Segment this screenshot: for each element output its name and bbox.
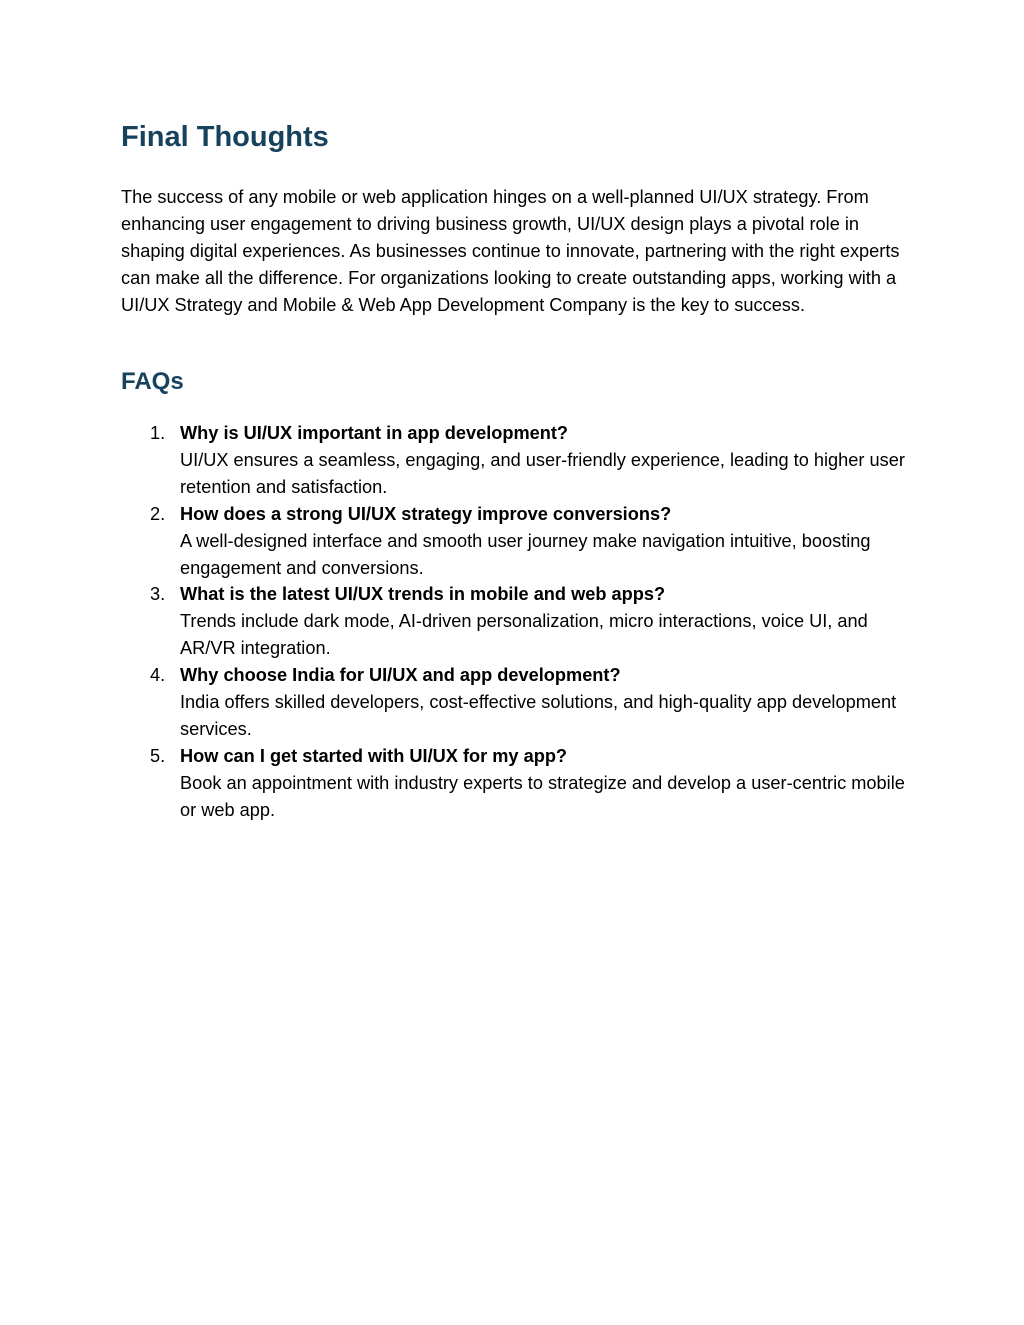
faq-number: 5.: [150, 745, 166, 766]
faq-number: 4.: [150, 665, 166, 686]
final-thoughts-heading: Final Thoughts: [121, 121, 329, 153]
faq-item: [121, 501, 911, 582]
faq-answer: A well-designed interface and smooth user journey make navigation intuitive, boosting engagement and conversions.: [180, 530, 871, 578]
faq-number: 2.: [150, 503, 166, 524]
faq-answer: Trends include dark mode, AI-driven personalization, micro interactions, voice UI, and AR/VR integration.: [180, 611, 868, 659]
faq-item: [121, 420, 911, 501]
faq-number: 1.: [150, 423, 166, 443]
faqs-heading: FAQs: [121, 368, 184, 395]
faq-question: What is the latest UI/UX trends in mobile and web apps?: [180, 584, 666, 605]
faq-question: How can I get started with UI/UX for my app?: [180, 745, 568, 766]
faq-question: Why is UI/UX important in app development?: [180, 423, 569, 443]
faq-question: How does a strong UI/UX strategy improve conversions?: [180, 503, 672, 524]
faq-item: [121, 743, 911, 824]
faq-item: [121, 662, 911, 743]
faq-answer: India offers skilled developers, cost-effective solutions, and high-quality app development services.: [180, 692, 897, 739]
faq-answer: UI/UX ensures a seamless, engaging, and user-friendly experience, leading to higher user retention and satisfaction.: [180, 449, 905, 497]
faq-question: Why choose India for UI/UX and app development?: [180, 665, 621, 686]
faq-item: [121, 581, 911, 662]
final-thoughts-paragraph: The success of any mobile or web application hinges on a well-planned UI/UX strategy. From enhancing user engagement to driving business growth, UI/UX design plays a pivotal role in shaping digital experiences. As businesses continue to innovate, partnering with the right experts can make all the difference. For organizations looking to create outstanding apps, working with a UI/UX Strategy and Mobile & Web App Development Company is the key to success.: [121, 187, 900, 315]
faq-answer: Book an appointment with industry experts to strategize and develop a user-centric mobile or web app.: [180, 772, 905, 820]
faq-number: 3.: [150, 584, 166, 605]
faq-list: [121, 420, 911, 824]
